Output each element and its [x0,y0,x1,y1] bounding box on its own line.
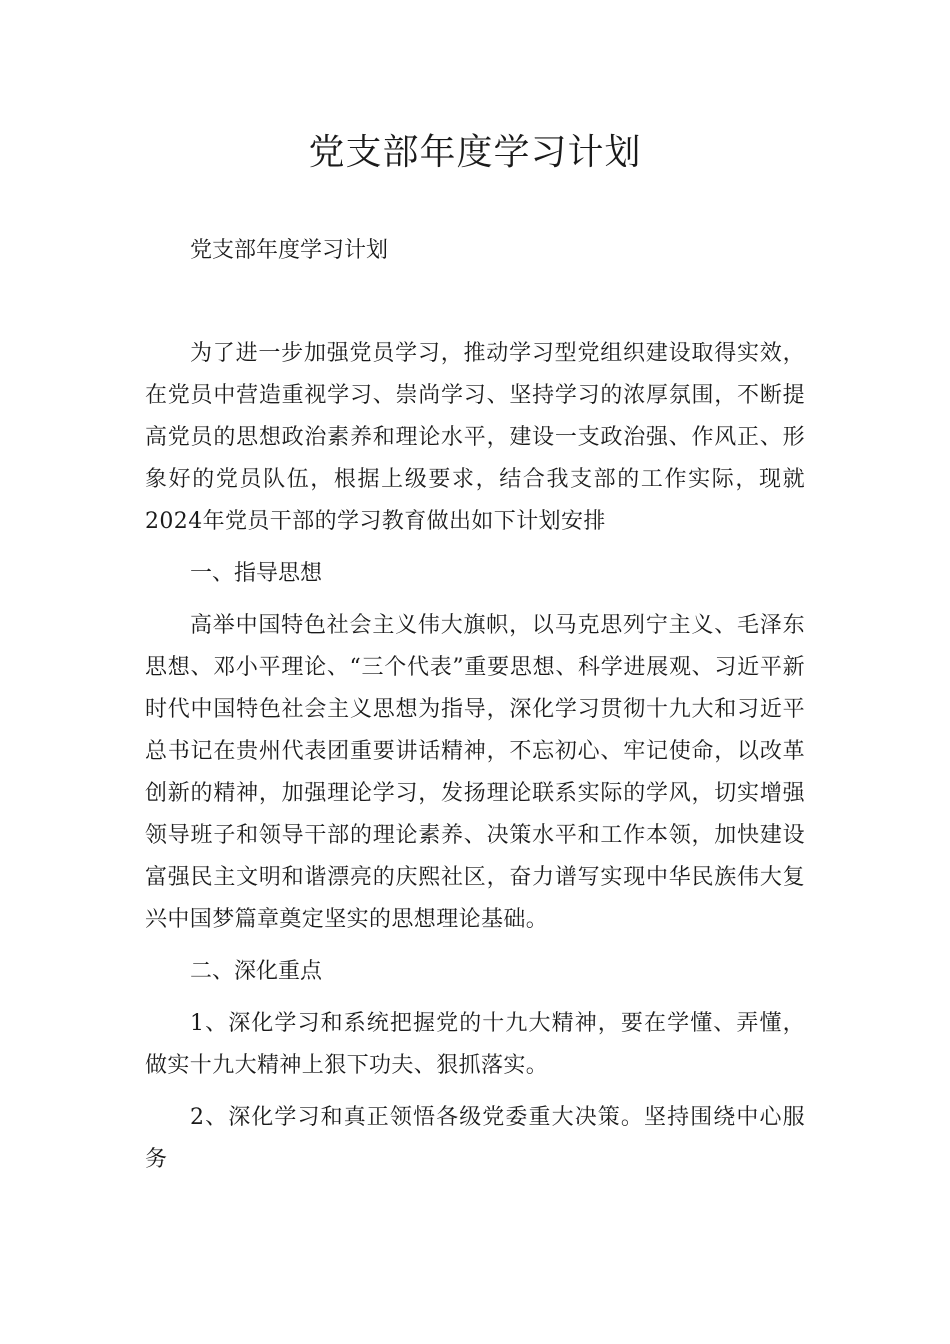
document-subtitle: 党支部年度学习计划 [190,238,389,263]
guiding-ideology-paragraph: 高举中国特色社会主义伟大旗帜，以马克思列宁主义、毛泽东思想、邓小平理论、“三个代表”重要思想、科学进展观、习近平新时代中国特色社会主义思想为指导，深化学习贯彻十九大和习近平总书记在贵州代表团重要讲话精神，不忘初心、牢记使命，以改革创新的精神，加强理论学习，发扬理论联系实际的学风，切实增强领导班子和领导干部的理论素养、决策水平和工作本领，加快建设富强民主文明和谐漂亮的庆熙社区，奋力谱写实现中华民族伟大复兴中国梦篇章奠定坚实的思想理论基础。 [145,613,805,932]
key-point-item-2: 2、深化学习和真正领悟各级党委重大决策。坚持围绕中心服务 [145,1105,805,1172]
section-heading-guiding-ideology: 一、指导思想 [190,561,323,586]
key-point-item-1: 1、深化学习和系统把握党的十九大精神，要在学懂、弄懂，做实十九大精神上狠下功夫、狠抓落实。 [145,1011,805,1078]
intro-paragraph: 为了进一步加强党员学习，推动学习型党组织建设取得实效，在党员中营造重视学习、崇尚学习、坚持学习的浓厚氛围，不断提高党员的思想政治素养和理论水平，建设一支政治强、作风正、形象好的党员队伍，根据上级要求，结合我支部的工作实际，现就2024年党员干部的学习教育做出如下计划安排 [145,341,805,534]
document-body [145,333,805,1191]
section-heading-key-points: 二、深化重点 [190,959,323,984]
document-title: 党支部年度学习计划 [308,132,642,173]
